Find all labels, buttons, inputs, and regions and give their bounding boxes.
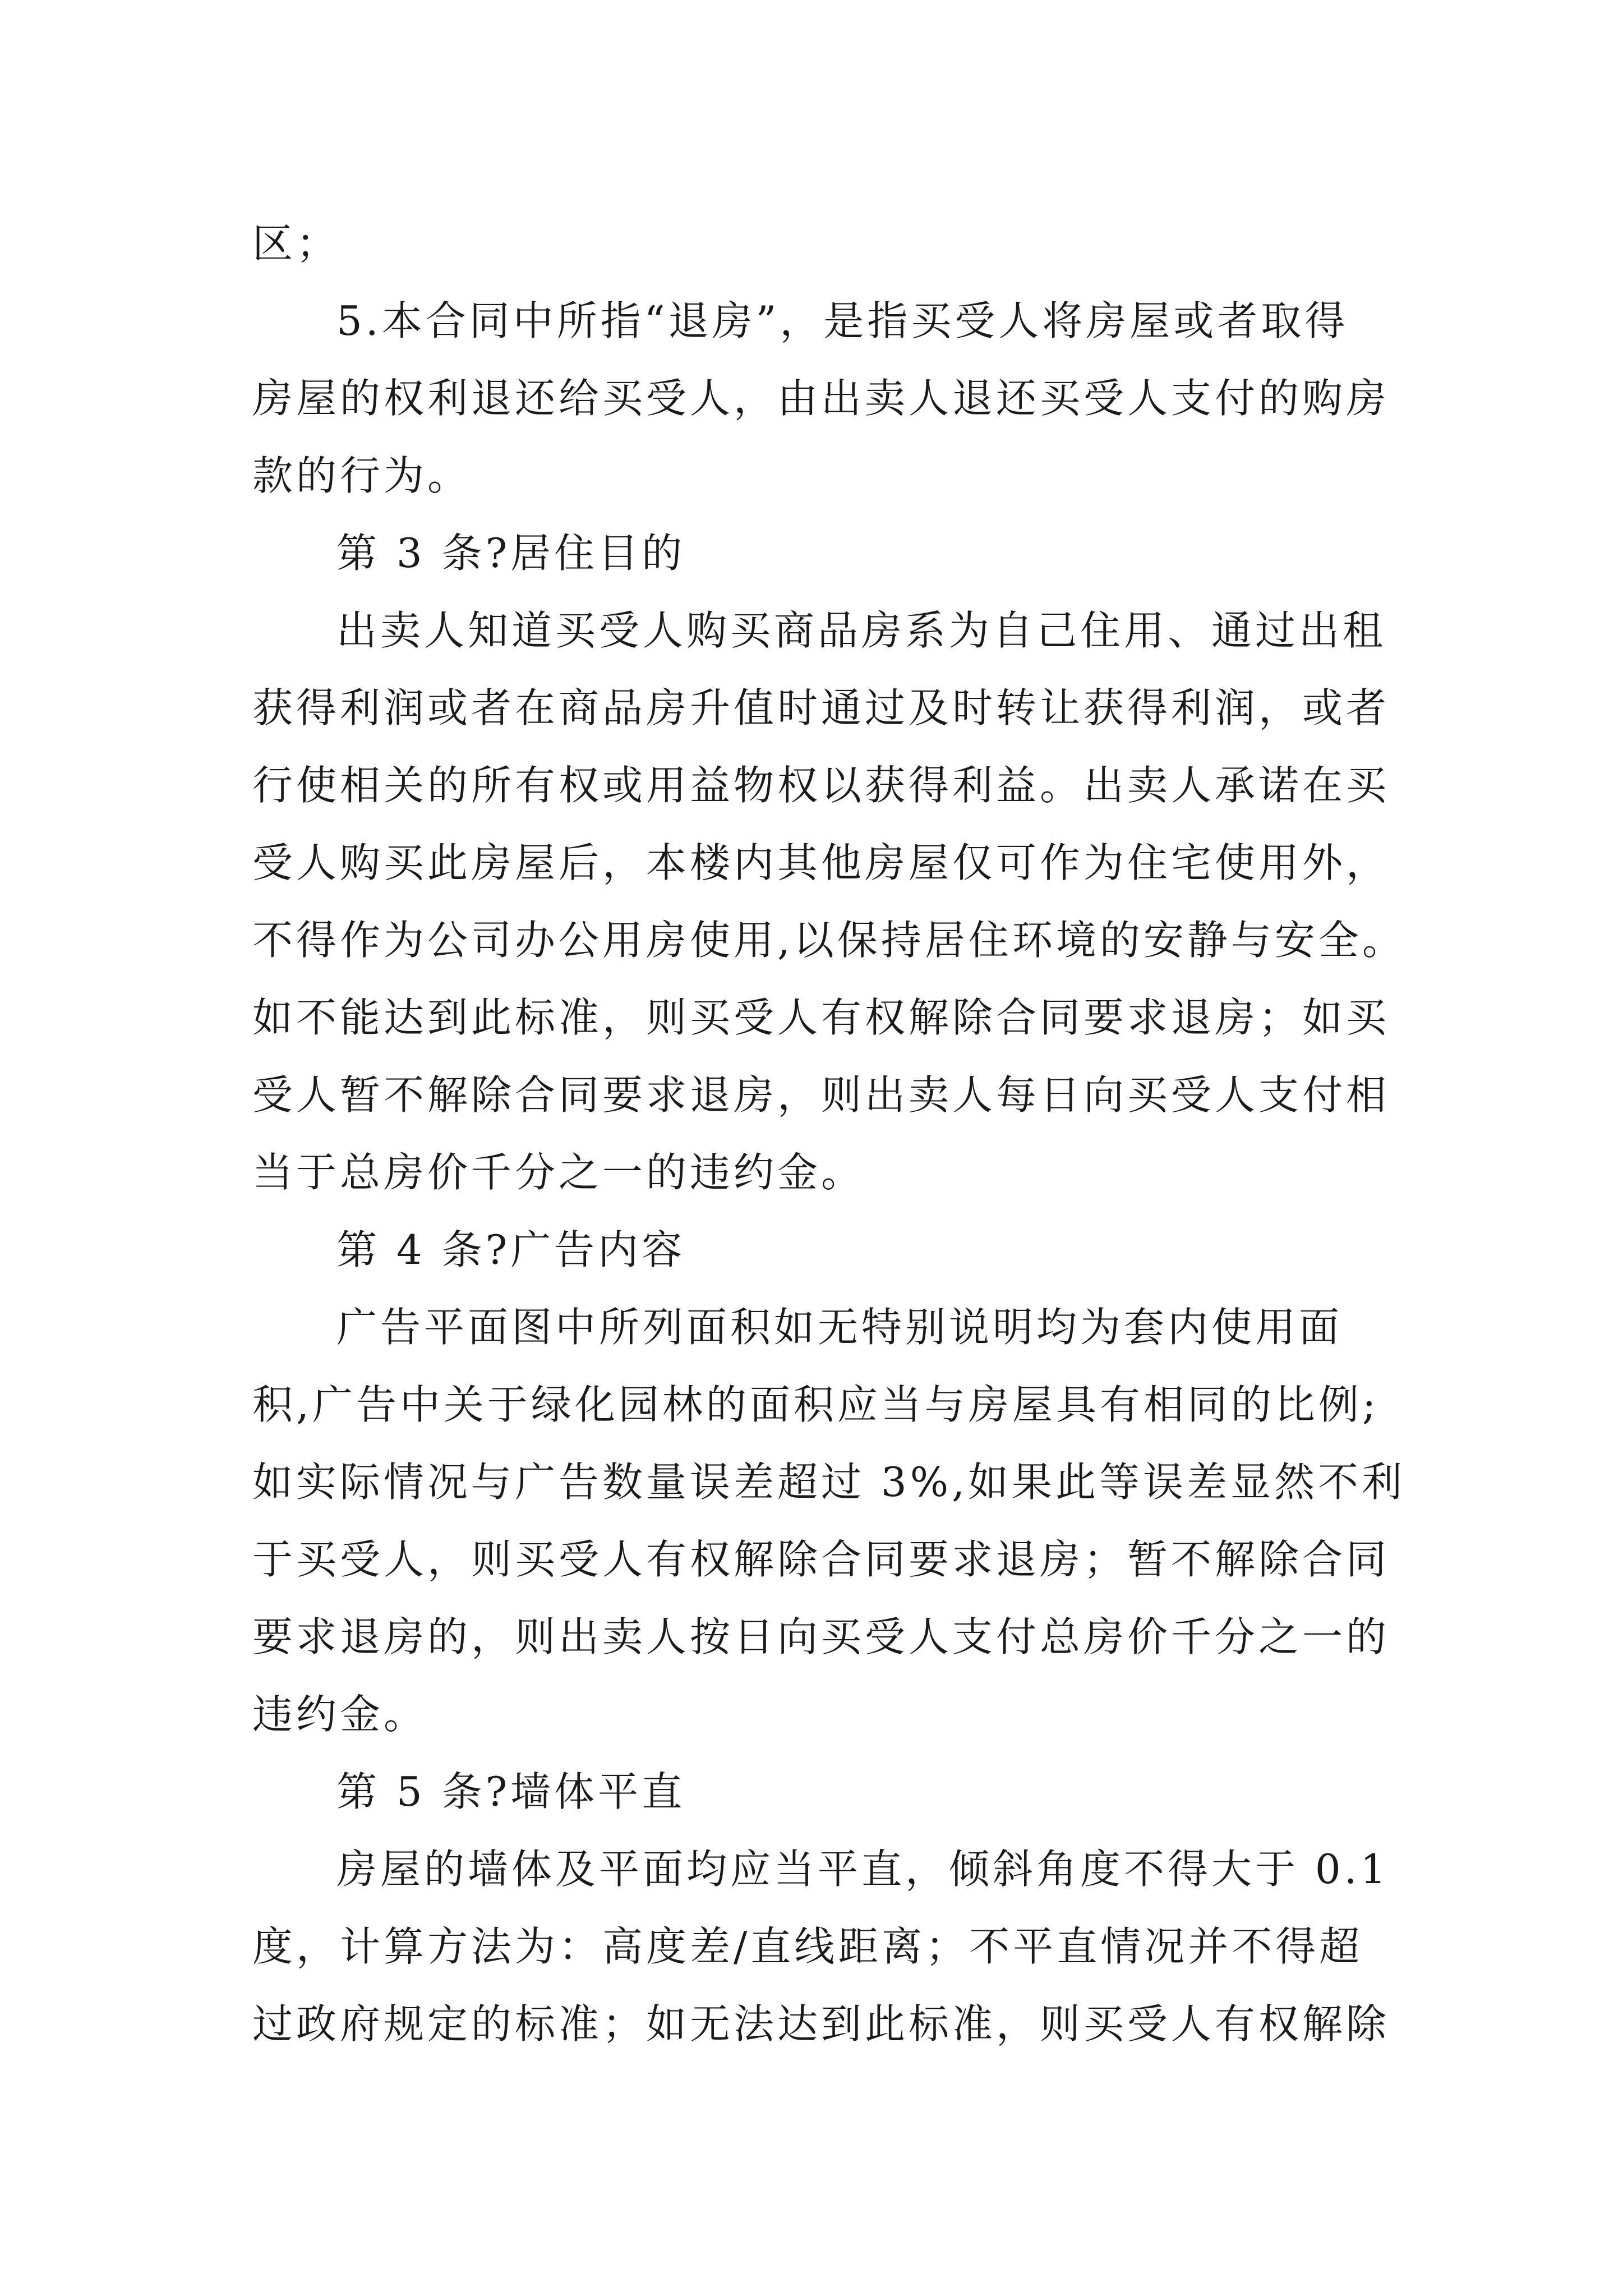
text-line: 出卖人知道买受人购买商品房系为自己住用、通过出租 [336,607,1387,654]
text-line: 要求退房的，则出卖人按日向买受人支付总房价千分之一的 [252,1613,1390,1660]
text-line: 违约金。 [252,1691,428,1738]
text-line: 行使相关的所有权或用益物权以获得利益。出卖人承诺在买 [252,762,1390,809]
text-line: 区； [252,220,340,267]
text-line: 度，计算方法为：高度差/直线距离；不平直情况并不得超 [252,1923,1363,1970]
text-line: 当于总房价千分之一的违约金。 [252,1149,865,1196]
text-line: 过政府规定的标准；如无法达到此标准，则买受人有权解除 [252,2000,1390,2047]
text-line: 不得作为公司办公用房使用,以保持居住环境的安静与安全。 [252,917,1406,964]
text-line: 房屋的权利退还给买受人，由出卖人退还买受人支付的购房 [252,375,1390,422]
text-line: 款的行为。 [252,452,472,499]
text-line: 广告平面图中所列面积如无特别说明均为套内使用面 [336,1304,1343,1351]
section-heading: 第 4 条?广告内容 [336,1226,686,1273]
text-line: 积,广告中关于绿化园林的面积应当与房屋具有相同的比例; [252,1381,1380,1428]
text-line: 受人购买此房屋后，本楼内其他房屋仅可作为住宅使用外， [252,839,1390,886]
text-line: 于买受人，则买受人有权解除合同要求退房；暂不解除合同 [252,1536,1390,1583]
section-heading: 第 5 条?墙体平直 [336,1768,686,1815]
text-line: 如实际情况与广告数量误差超过 3%,如果此等误差显然不利 [252,1458,1405,1506]
text-line: 5.本合同中所指“退房”，是指买受人将房屋或者取得 [336,297,1349,344]
text-line: 如不能达到此标准，则买受人有权解除合同要求退房；如买 [252,994,1390,1041]
text-line: 受人暂不解除合同要求退房，则出卖人每日向买受人支付相 [252,1071,1390,1119]
section-heading: 第 3 条?居住目的 [336,530,686,577]
text-line: 获得利润或者在商品房升值时通过及时转让获得利润，或者 [252,684,1390,731]
text-line: 房屋的墙体及平面均应当平直，倾斜角度不得大于 0.1 [336,1846,1390,1893]
